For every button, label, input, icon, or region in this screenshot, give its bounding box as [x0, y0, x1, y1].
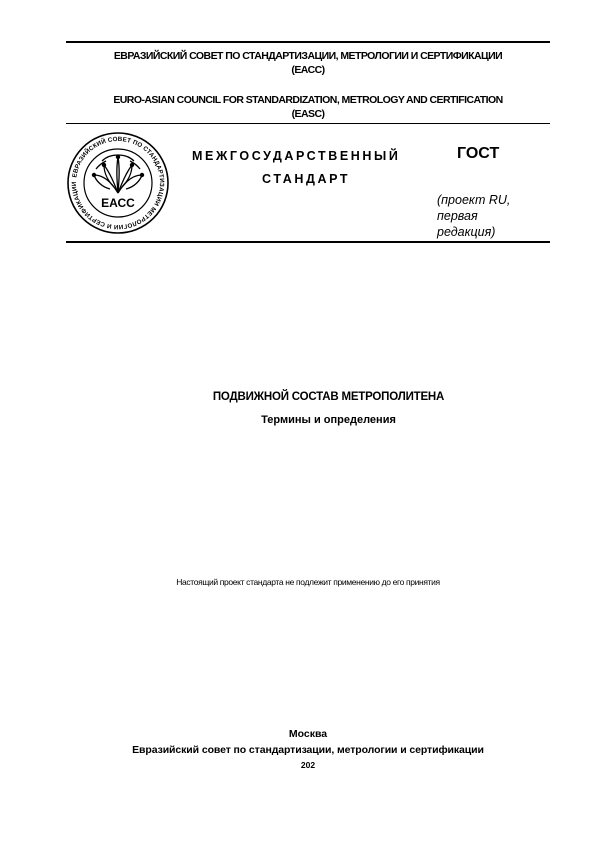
bottom-rule [66, 241, 550, 243]
draft-status-line1: (проект RU, [437, 193, 511, 207]
council-name-ru-text: ЕВРАЗИЙСКИЙ СОВЕТ ПО СТАНДАРТИЗАЦИИ, МЕТРОЛОГИИ И СЕРТИФИКАЦИИ [113, 50, 503, 62]
council-abbr-ru: (ЕАСС) [291, 64, 325, 76]
draft-status-line3: редакция) [437, 225, 496, 239]
draft-status [437, 192, 510, 240]
middle-rule [66, 123, 550, 124]
footer-publisher: Евразийский совет по стандартизации, метрологии и сертификации [132, 744, 484, 756]
council-abbr-en: (EASC) [291, 108, 325, 120]
svg-text:ЕВРАЗИЙСКИЙ СОВЕТ ПО СТАНДАРТИ [71, 136, 165, 230]
logo-text: ЕАСС [101, 196, 135, 210]
document-title: ПОДВИЖНОЙ СОСТАВ МЕТРОПОЛИТЕНА [212, 391, 445, 403]
standard-code: ГОСТ [457, 145, 500, 162]
easc-emblem-icon [66, 131, 170, 235]
council-name-ru [66, 49, 550, 77]
council-name-en-text: EURO-ASIAN COUNCIL FOR STANDARDIZATION, METROLOGY AND CERTIFICATION [113, 94, 503, 106]
top-rule [66, 41, 550, 43]
footer-city: Москва [288, 728, 328, 740]
draft-notice: Настоящий проект стандарта не подлежит применению до его принятия [176, 577, 440, 587]
draft-status-line2: первая [437, 209, 478, 223]
footer-year: 202 [300, 760, 316, 770]
logo-ring-text: ЕВРАЗИЙСКИЙ СОВЕТ ПО СТАНДАРТИЗАЦИИ МЕТРОЛОГИИ И СЕРТИФИКАЦИИ [70, 135, 166, 231]
standard-type-line2: СТАНДАРТ [262, 172, 351, 186]
document-subtitle: Термины и определения [261, 414, 396, 426]
standard-type-line1: МЕЖГОСУДАРСТВЕННЫЙ [192, 149, 401, 163]
council-name-en [66, 93, 550, 121]
